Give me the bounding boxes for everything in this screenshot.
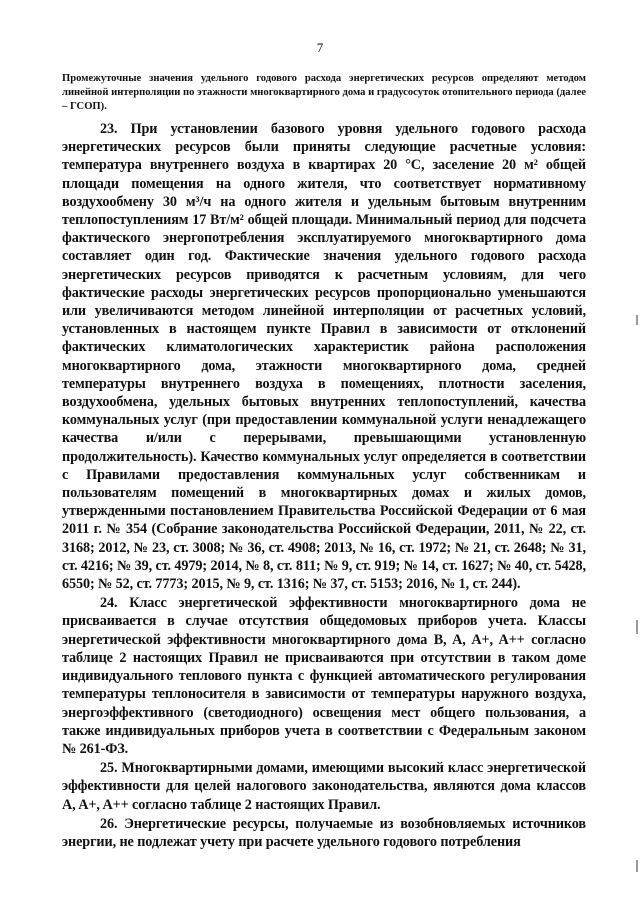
intro-paragraph: Промежуточные значения удельного годового расхода энергетических ресурсов определяют методом линейной интерполяции по этажности многоквартирного дома и градусосуток отопительного периода (далее – ГСОП). bbox=[62, 73, 586, 112]
scan-edge-mark bbox=[636, 620, 638, 634]
paragraph-25: 25. Многоквартирными домами, имеющими высокий класс энергетической эффективности для целей налогового законодательства, являются дома классов A, A+, A++ согласно таблице 2 настоящих Правил. bbox=[62, 760, 586, 813]
paragraph-23: 23. При установлении базового уровня удельного годового расхода энергетических ресурсов были приняты следующие расчетные условия: температура внутреннего воздуха в квартирах 20 °С, заселение 20 м² общей площади помещения на одного жителя, что соответствует нормативному воздухообмену 30 м³/ч на одного жителя и удельным бытовым внутренним теплопоступлениям 17 Вт/м² общей площади. Минимальный период для подсчета фактического энергопотребления эксплуатируемого многоквартирного дома составляет один год. Фактические значения удельного годового расхода энергетических ресурсов приводятся к расчетным условиям, для чего фактические расходы энергетических ресурсов пропорционально уменьшаются или увеличиваются методом линейной интерполяции от расчетных условий, установленных в настоящем пункте Правил в зависимости от отклонений фактических климатологических характеристик района расположения многоквартирного дома, этажности многоквартирного дома, средней температуры внутреннего воздуха в помещениях, плотности заселения, воздухообмена, удельных бытовых внутренних теплопоступлений, качества коммунальных услуг (при предоставлении коммунальной услуги ненадлежащего качества и/или с перерывами, превышающими установленную продолжительность). Качество коммунальных услуг определяется в соответствии с Правилами предоставления коммунальных услуг собственникам и пользователям помещений в многоквартирных домах и жилых домов, утвержденными постановлением Правительства Российской Федерации от 6 мая 2011 г. № 354 (Собрание законодательства Российской Федерации, 2011, № 22, ст. 3168; 2012, № 23, ст. 3008; № 36, ст. 4908; 2013, № 16, ст. 1972; № 21, ст. 2648; № 31, ст. 4216; № 39, ст. 4979; 2014, № 8, ст. 811; № 9, ст. 919; № 14, ст. 1627; № 40, ст. 5428, 6550; № 52, ст. 7773; 2015, № 9, ст. 1316; № 37, ст. 5153; 2016, № 1, ст. 244). bbox=[62, 121, 586, 593]
paragraph-24: 24. Класс энергетической эффективности многоквартирного дома не присваивается в случае отсутствия общедомовых приборов учета. Классы энергетической эффективности многоквартирного дома B, A, A+, A++ согласно таблице 2 настоящих Правил не присваиваются при отсутствии в таком доме индивидуального теплового пункта с функцией автоматического регулирования температуры теплоносителя в зависимости от температуры наружного воздуха, энергоэффективного (светодиодного) освещения мест общего пользования, а также индивидуальных приборов учета в соответствии с Федеральным законом № 261-ФЗ. bbox=[62, 595, 586, 757]
scan-edge-mark bbox=[636, 860, 638, 872]
scan-edge-mark bbox=[636, 315, 638, 325]
page-number: 7 bbox=[316, 40, 324, 55]
document-body bbox=[62, 72, 586, 851]
paragraph-26: 26. Энергетические ресурсы, получаемые из возобновляемых источников энергии, не подлежат учету при расчете удельного годового потребления bbox=[62, 815, 586, 850]
